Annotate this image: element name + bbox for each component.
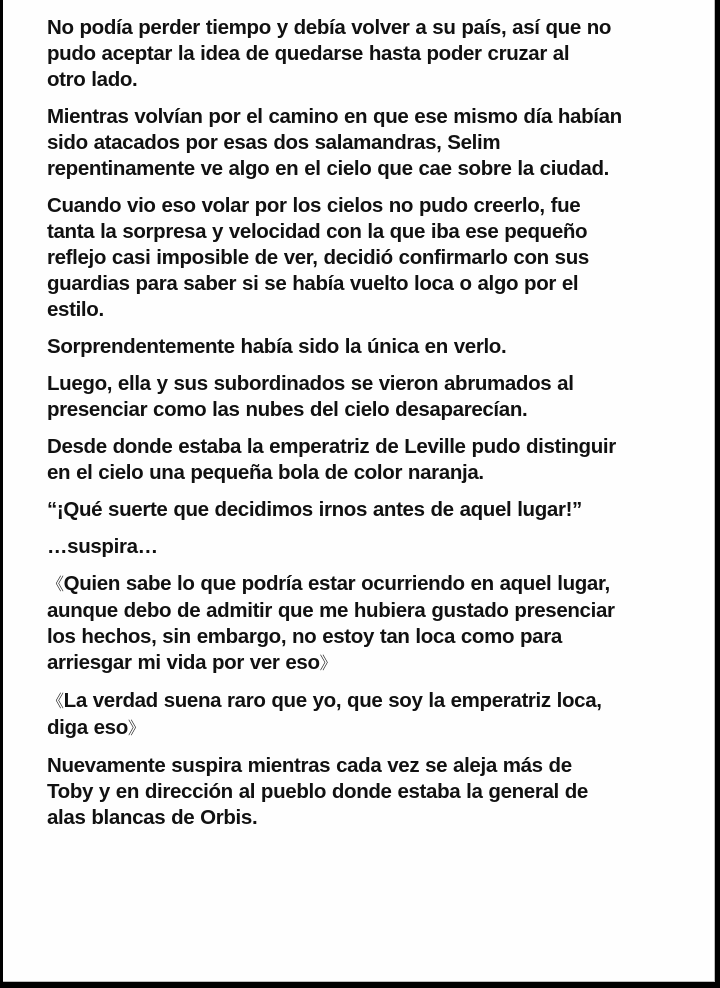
- open-bracket: 《: [47, 575, 64, 595]
- text-line: Mientras volvían por el camino en que ese mismo día habían: [47, 105, 622, 128]
- text-line: …suspira…: [47, 535, 158, 558]
- close-bracket: 》: [127, 719, 145, 739]
- paragraph: [47, 434, 687, 486]
- text-line: en el cielo una pequeña bola de color naranja.: [47, 461, 484, 484]
- text-line: otro lado.: [47, 68, 138, 91]
- text-line: alas blancas de Orbis.: [47, 806, 258, 829]
- thought-paragraph: [47, 688, 687, 742]
- sigh-paragraph: [47, 534, 687, 560]
- paragraph: [47, 334, 687, 360]
- text-line: presenciar como las nubes del cielo desaparecían.: [47, 398, 528, 421]
- paragraph: [47, 753, 687, 831]
- paragraph: [47, 15, 687, 93]
- thought-line: [47, 715, 687, 742]
- thought-text: arriesgar mi vida por ver eso: [47, 651, 320, 674]
- thought-line: [47, 650, 687, 677]
- text-line: repentinamente ve algo en el cielo que cae sobre la ciudad.: [47, 157, 609, 180]
- thought-line: aunque debo de admitir que me hubiera gustado presenciar: [47, 599, 615, 622]
- thought-text: La verdad suena raro que yo, que soy la emperatriz loca,: [63, 689, 602, 712]
- text-line: Nuevamente suspira mientras cada vez se aleja más de: [47, 754, 572, 777]
- text-line: No podía perder tiempo y debía volver a su país, así que no: [47, 16, 612, 39]
- open-bracket: 《: [47, 692, 64, 712]
- thought-text: Quien sabe lo que podría estar ocurriendo en aquel lugar,: [63, 572, 610, 595]
- text-line: Cuando vio eso volar por los cielos no pudo creerlo, fue: [47, 194, 581, 217]
- thought-text: diga eso: [47, 716, 128, 739]
- thought-line: [47, 688, 687, 715]
- text-line: Desde donde estaba la emperatriz de Leville pudo distinguir: [47, 435, 616, 458]
- paragraph: [47, 104, 687, 182]
- thought-line: [47, 571, 687, 598]
- text-line: Toby y en dirección al pueblo donde estaba la general de: [47, 780, 588, 803]
- text-line: tanta la sorpresa y velocidad con la que iba ese pequeño: [47, 220, 588, 243]
- text-line: Luego, ella y sus subordinados se vieron abrumados al: [47, 372, 574, 395]
- text-line: estilo.: [47, 298, 104, 321]
- document-body: [47, 15, 687, 842]
- text-line: Sorprendentemente había sido la única en verlo.: [47, 335, 507, 358]
- thought-paragraph: [47, 571, 687, 677]
- dialogue-paragraph: [47, 497, 687, 523]
- paragraph: [47, 371, 687, 423]
- paragraph: [47, 193, 687, 323]
- thought-line: los hechos, sin embargo, no estoy tan loca como para: [47, 625, 562, 648]
- dialogue-line: “¡Qué suerte que decidimos irnos antes de aquel lugar!”: [47, 498, 582, 521]
- close-bracket: 》: [319, 654, 337, 674]
- text-line: sido atacados por esas dos salamandras, Selim: [47, 131, 501, 154]
- document-page: [3, 0, 715, 982]
- text-line: reflejo casi imposible de ver, decidió confirmarlo con sus: [47, 246, 589, 269]
- text-line: guardias para saber si se había vuelto loca o algo por el: [47, 272, 579, 295]
- text-line: pudo aceptar la idea de quedarse hasta poder cruzar al: [47, 42, 570, 65]
